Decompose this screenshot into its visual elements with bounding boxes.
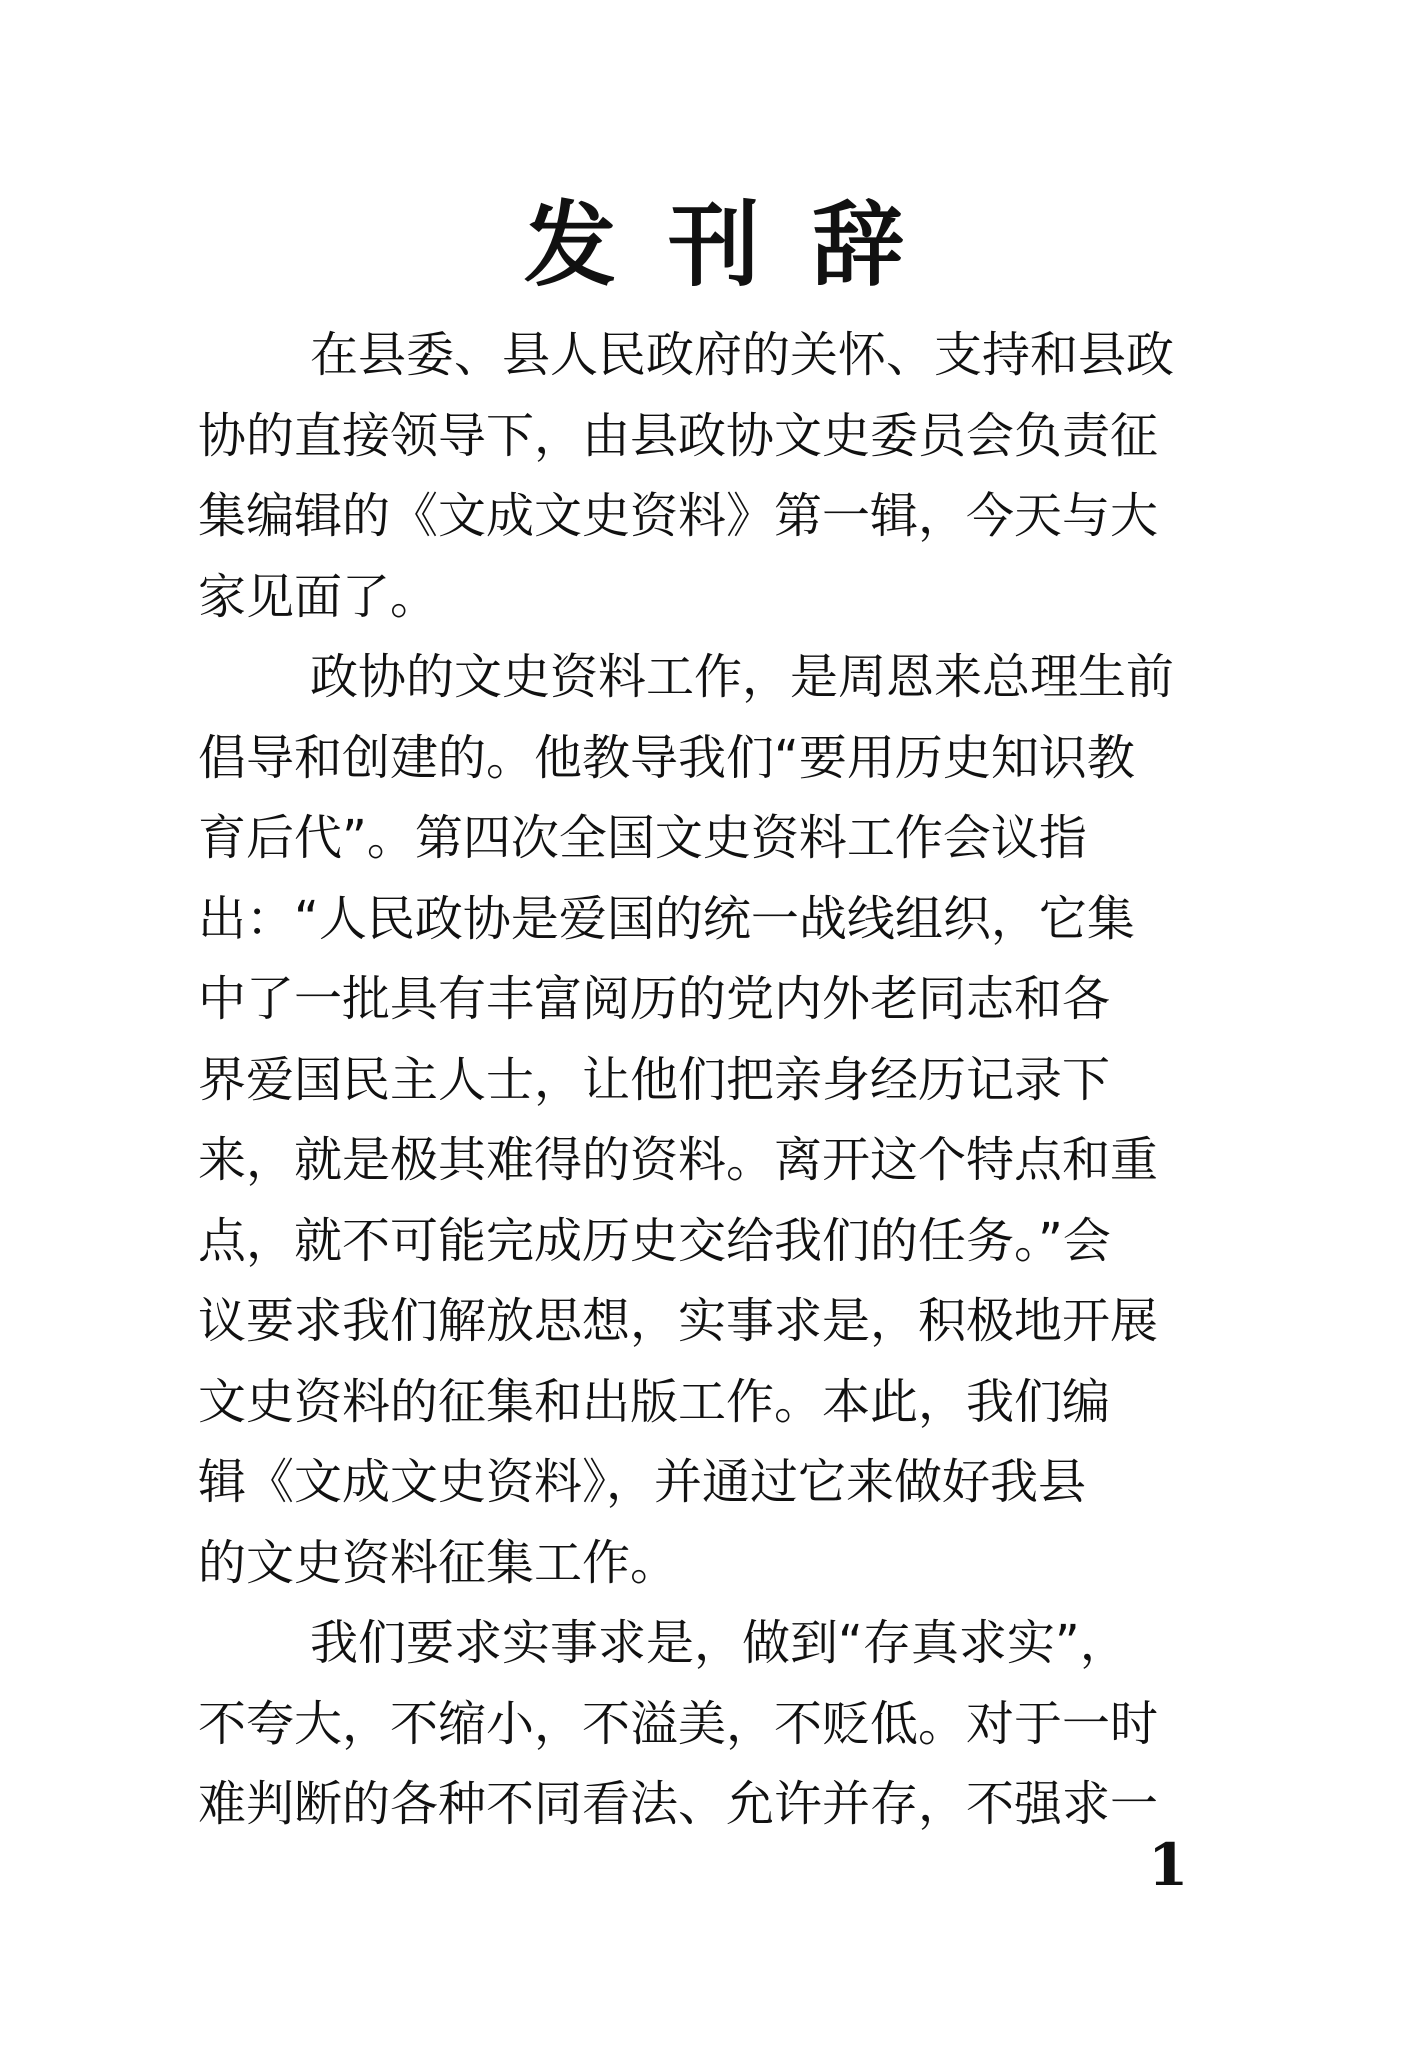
text-line: 议要求我们解放思想，实事求是，积极地开展 — [198, 1293, 1159, 1349]
text-line: 家见面了。 — [198, 568, 439, 625]
text-line: 难判断的各种不同看法、允许并存，不强求一 — [198, 1776, 1159, 1832]
text-line: 不夸大，不缩小，不溢美，不贬低。对于一时 — [198, 1695, 1159, 1752]
text-line: 辑《文成文史资料》，并通过它来做好我县 — [198, 1454, 1087, 1510]
page-number: 1 — [1148, 1831, 1189, 1899]
text-line: 育后代”。第四次全国文史资料工作会议指 — [198, 810, 1087, 866]
text-line: 出：“人民政协是爱国的统一战线组织，它集 — [198, 890, 1135, 947]
text-line: 中了一批具有丰富阅历的党内外老同志和各 — [198, 971, 1111, 1027]
body-text — [198, 315, 1288, 1845]
text-line: 点，就不可能完成历史交给我们的任务。”会 — [198, 1212, 1111, 1269]
text-line: 集编辑的《文成文史资料》第一辑，今天与大 — [198, 488, 1159, 544]
text-line: 协的直接领导下，由县政协文史委员会负责征 — [198, 407, 1159, 464]
text-line: 在县委、县人民政府的关怀、支持和县政 — [310, 327, 1175, 383]
text-line: 界爱国民主人士，让他们把亲身经历记录下 — [198, 1051, 1111, 1108]
text-line: 文史资料的征集和出版工作。本此，我们编 — [198, 1373, 1111, 1430]
text-line: 的文史资料征集工作。 — [198, 1534, 679, 1591]
text-line: 倡导和创建的。他教导我们“要用历史知识教 — [198, 729, 1135, 786]
text-line: 政协的文史资料工作，是周恩来总理生前 — [310, 649, 1175, 705]
text-line: 我们要求实事求是，做到“存真求实”， — [310, 1615, 1128, 1671]
text-line: 来，就是极其难得的资料。离开这个特点和重 — [198, 1132, 1159, 1188]
page-title: 发刊辞 — [523, 191, 956, 299]
